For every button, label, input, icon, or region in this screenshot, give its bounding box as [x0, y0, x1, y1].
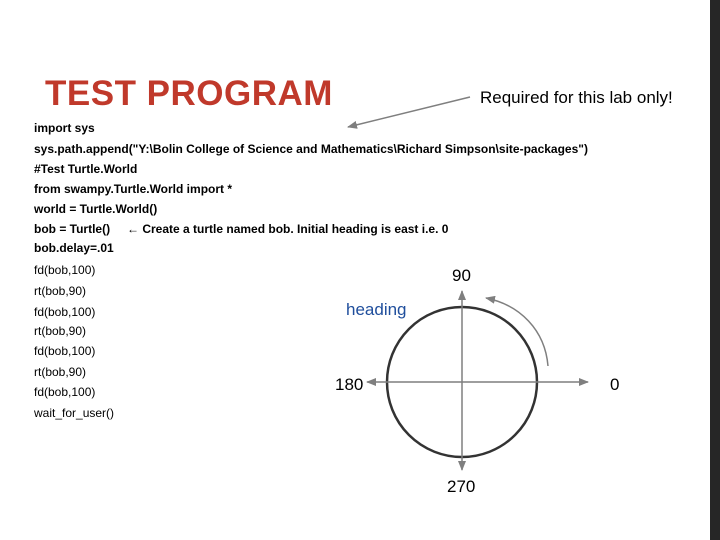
bob-note-text: Create a turtle named bob. Initial heading is east i.e. 0 — [142, 222, 449, 236]
code-line-fd-1: fd(bob,100) — [34, 263, 96, 277]
code-line-fd-3: fd(bob,100) — [34, 344, 96, 358]
label-180: 180 — [335, 375, 364, 394]
code-line-rt-1: rt(bob,90) — [34, 284, 87, 298]
code-line-sys-path: sys.path.append("Y:\Bolin College of Science and Mathematics\Richard Simpson\site-packages") — [34, 142, 588, 156]
code-line-bob: bob = Turtle() — [34, 222, 111, 236]
code-line-fd-2: fd(bob,100) — [34, 305, 96, 319]
callout-arrow — [348, 97, 470, 127]
code-line-wait: wait_for_user() — [34, 406, 115, 420]
code-line-comment: #Test Turtle.World — [34, 162, 138, 176]
code-line-rt-2: rt(bob,90) — [34, 324, 87, 338]
code-line-rt-3: rt(bob,90) — [34, 365, 87, 379]
label-90: 90 — [452, 266, 471, 285]
slide-title: TEST PROGRAM — [45, 74, 333, 113]
callout-text: Required for this lab only! — [480, 88, 673, 107]
code-line-world: world = Turtle.World() — [34, 202, 158, 216]
label-0: 0 — [610, 375, 620, 394]
code-line-fd-4: fd(bob,100) — [34, 385, 96, 399]
left-arrow-icon: ← — [127, 222, 139, 236]
label-270: 270 — [447, 477, 476, 496]
label-heading: heading — [346, 300, 407, 319]
code-line-import: import sys — [34, 121, 95, 135]
code-line-from-import: from swampy.Turtle.World import * — [34, 182, 233, 196]
code-line-delay: bob.delay=.01 — [34, 241, 114, 255]
